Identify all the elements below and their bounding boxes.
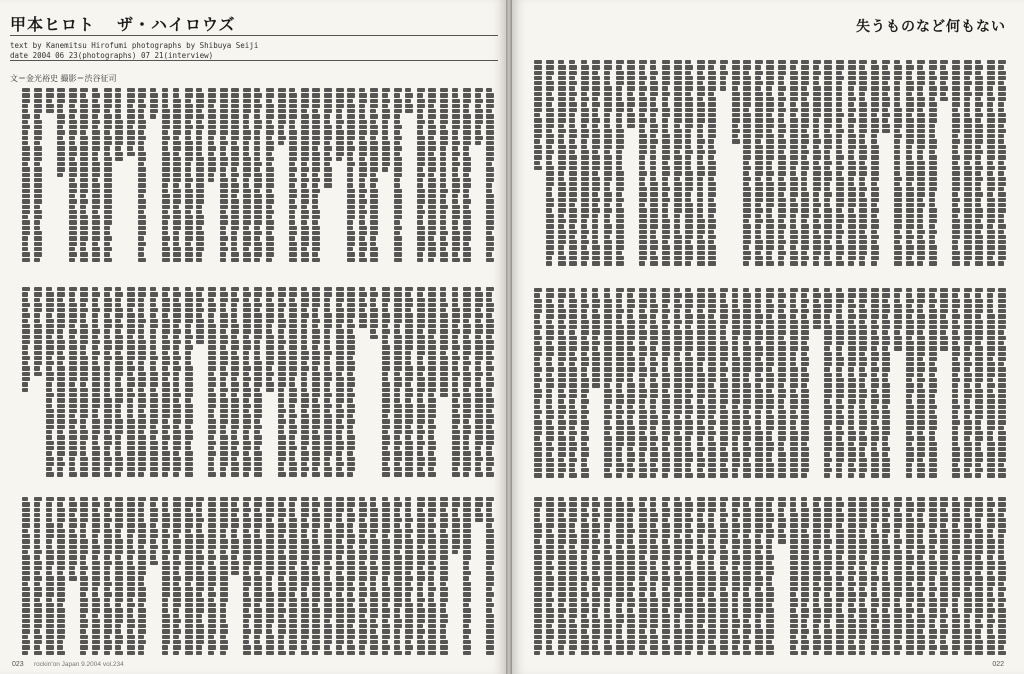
text-column	[894, 497, 902, 656]
text-column	[69, 88, 77, 263]
text-column	[801, 60, 809, 267]
text-column	[569, 60, 577, 267]
text-column	[80, 88, 88, 263]
text-column	[220, 88, 228, 263]
text-column	[69, 287, 77, 478]
text-column	[790, 288, 798, 479]
text-column	[301, 287, 309, 478]
right-page	[512, 0, 1024, 674]
text-column	[987, 288, 995, 479]
text-column	[790, 497, 798, 656]
text-column	[336, 497, 344, 656]
text-column	[22, 287, 30, 393]
text-column	[208, 88, 216, 183]
text-column	[952, 60, 960, 267]
text-column	[975, 288, 983, 479]
text-column	[162, 88, 170, 263]
text-column	[196, 287, 204, 345]
text-column	[871, 288, 879, 479]
text-column	[46, 287, 54, 478]
text-column	[708, 497, 716, 656]
text-column	[428, 497, 436, 656]
text-column	[231, 88, 239, 263]
text-column	[138, 497, 146, 656]
text-column	[824, 60, 832, 267]
text-column	[755, 497, 763, 656]
text-column	[906, 60, 914, 267]
text-column	[998, 60, 1006, 267]
article-headline: 失うものなど何もない	[856, 19, 1006, 35]
text-column	[405, 88, 413, 114]
text-column	[813, 288, 821, 330]
text-column	[486, 287, 494, 478]
text-column	[592, 497, 600, 656]
text-column	[92, 497, 100, 656]
text-column	[558, 497, 566, 656]
text-column	[301, 88, 309, 263]
text-column	[463, 88, 471, 263]
band-name: ザ・ハイロウズ	[117, 15, 236, 34]
text-column	[208, 497, 216, 656]
text-column	[428, 88, 436, 263]
text-column	[162, 287, 170, 478]
text-column	[650, 60, 658, 267]
text-column	[894, 288, 902, 352]
text-column	[685, 60, 693, 267]
text-column	[766, 60, 774, 267]
text-column	[359, 88, 367, 263]
text-column	[592, 288, 600, 389]
text-column	[254, 88, 262, 263]
text-column	[57, 497, 65, 656]
text-column	[952, 288, 960, 479]
text-column	[150, 497, 158, 566]
text-column	[231, 287, 239, 478]
text-column	[801, 497, 809, 656]
text-column	[324, 88, 332, 189]
text-column	[534, 288, 542, 479]
text-column	[627, 497, 635, 656]
text-column	[917, 60, 925, 267]
text-column	[581, 60, 589, 267]
text-column	[115, 287, 123, 478]
text-column	[278, 497, 286, 656]
text-column	[987, 60, 995, 267]
text-column	[720, 497, 728, 656]
text-column	[22, 497, 30, 656]
text-column	[34, 287, 42, 377]
text-column	[882, 497, 890, 656]
text-column	[929, 60, 937, 267]
text-column	[987, 497, 995, 656]
text-column	[813, 497, 821, 656]
text-column	[581, 288, 589, 479]
text-column	[370, 88, 378, 263]
text-column	[790, 60, 798, 267]
text-column	[824, 288, 832, 479]
text-column	[882, 288, 890, 479]
credit-line-1: text by Kanemitsu Hirofumi photographs by Shibuya Seiji	[10, 41, 259, 50]
text-column	[405, 287, 413, 478]
text-column	[720, 288, 728, 479]
text-column	[627, 288, 635, 479]
text-column	[766, 497, 774, 656]
text-column	[894, 60, 902, 267]
text-column	[604, 497, 612, 656]
page-number-right: 022	[992, 661, 1004, 668]
text-column	[929, 288, 937, 479]
text-column	[627, 60, 635, 129]
text-column	[34, 88, 42, 263]
text-column	[778, 60, 786, 267]
text-column	[278, 287, 286, 478]
text-column	[243, 287, 251, 478]
text-column	[604, 288, 612, 479]
text-column	[743, 60, 751, 267]
text-column	[394, 287, 402, 478]
text-column	[801, 288, 809, 479]
text-column	[685, 288, 693, 479]
text-column	[57, 287, 65, 478]
text-column	[208, 287, 216, 478]
text-column	[732, 288, 740, 479]
text-column	[940, 60, 948, 102]
text-column	[964, 288, 972, 479]
text-column	[766, 288, 774, 479]
text-column	[732, 60, 740, 145]
text-column	[57, 88, 65, 178]
text-column	[755, 60, 763, 267]
text-column	[417, 88, 425, 263]
text-column	[882, 60, 890, 134]
text-column	[650, 288, 658, 479]
text-column	[708, 288, 716, 479]
text-column	[266, 287, 274, 393]
text-column	[697, 60, 705, 267]
text-column	[173, 287, 181, 478]
text-column	[278, 88, 286, 146]
artist-name: 甲本ヒロト	[10, 15, 96, 34]
text-column	[138, 88, 146, 263]
text-column	[347, 287, 355, 478]
text-column	[569, 288, 577, 479]
text-column	[452, 497, 460, 555]
text-column	[80, 287, 88, 478]
text-column	[581, 497, 589, 656]
text-column	[486, 497, 494, 656]
text-column	[639, 288, 647, 479]
left-page	[0, 0, 506, 674]
text-column	[347, 88, 355, 263]
text-column	[46, 497, 54, 656]
text-column	[312, 287, 320, 478]
text-column	[127, 287, 135, 478]
text-column	[697, 288, 705, 479]
text-column	[998, 288, 1006, 479]
text-column	[185, 287, 193, 478]
text-column	[22, 88, 30, 263]
text-column	[940, 497, 948, 656]
credit-line-2: date 2004 06 23(photographs) 07 21(interview)	[10, 51, 214, 60]
text-column	[405, 497, 413, 656]
text-column	[848, 497, 856, 656]
text-column	[463, 497, 471, 656]
text-column	[639, 60, 647, 267]
text-column	[417, 287, 425, 478]
text-column	[836, 288, 844, 479]
text-column	[80, 497, 88, 656]
text-column	[848, 60, 856, 267]
text-column	[382, 88, 390, 173]
text-column	[266, 497, 274, 656]
text-column	[254, 497, 262, 656]
text-column	[662, 497, 670, 656]
text-column	[662, 60, 670, 267]
text-column	[616, 497, 624, 656]
text-column	[382, 497, 390, 656]
text-column	[906, 288, 914, 479]
text-column	[370, 287, 378, 340]
text-column	[115, 497, 123, 656]
text-column	[104, 88, 112, 263]
text-column	[964, 497, 972, 656]
text-column	[138, 287, 146, 478]
text-column	[743, 288, 751, 479]
text-column	[616, 288, 624, 479]
text-column	[964, 60, 972, 267]
text-column	[486, 88, 494, 263]
text-column	[616, 60, 624, 267]
text-column	[289, 497, 297, 656]
text-column	[546, 60, 554, 267]
text-column	[336, 287, 344, 478]
text-column	[324, 497, 332, 656]
text-column	[871, 497, 879, 656]
text-column	[289, 287, 297, 478]
text-column	[394, 497, 402, 656]
text-column	[592, 60, 600, 267]
text-column	[975, 60, 983, 267]
text-column	[940, 288, 948, 352]
text-column	[475, 497, 483, 523]
text-column	[662, 288, 670, 479]
text-column	[440, 497, 448, 656]
text-column	[558, 60, 566, 267]
text-column	[220, 287, 228, 478]
text-column	[382, 287, 390, 478]
text-column	[428, 287, 436, 478]
text-column	[848, 288, 856, 479]
text-column	[104, 497, 112, 656]
staff-credit: 文＝金光裕史 撮影＝渋谷征司	[10, 74, 117, 83]
text-column	[975, 497, 983, 656]
magazine-name: rockin'on Japan 9.2004 vol.234	[34, 661, 124, 668]
text-column	[674, 60, 682, 267]
text-column	[998, 497, 1006, 656]
text-column	[150, 287, 158, 478]
text-column	[312, 88, 320, 263]
text-column	[92, 88, 100, 263]
text-column	[289, 88, 297, 263]
text-column	[836, 497, 844, 656]
text-column	[708, 60, 716, 267]
text-column	[463, 287, 471, 478]
text-column	[871, 60, 879, 267]
text-column	[440, 88, 448, 263]
text-column	[558, 288, 566, 479]
text-column	[452, 287, 460, 478]
text-column	[231, 497, 239, 576]
article-title	[10, 12, 258, 35]
text-column	[534, 497, 542, 656]
text-column	[312, 497, 320, 656]
text-column	[440, 287, 448, 398]
text-column	[674, 497, 682, 656]
text-column	[127, 497, 135, 656]
text-column	[720, 60, 728, 92]
text-column	[69, 497, 77, 582]
text-column	[546, 497, 554, 656]
text-column	[46, 88, 54, 114]
text-column	[743, 497, 751, 656]
text-column	[185, 497, 193, 656]
text-column	[732, 497, 740, 656]
text-column	[196, 497, 204, 656]
text-column	[324, 287, 332, 478]
text-column	[336, 88, 344, 162]
text-column	[650, 497, 658, 656]
text-column	[778, 497, 786, 545]
text-column	[639, 497, 647, 656]
text-column	[370, 497, 378, 656]
text-column	[952, 497, 960, 656]
text-column	[475, 287, 483, 478]
header-rule-bottom	[10, 60, 498, 61]
page-number-left: 023	[12, 661, 24, 668]
text-column	[906, 497, 914, 656]
text-column	[301, 497, 309, 656]
text-column	[92, 287, 100, 478]
text-column	[697, 497, 705, 656]
text-column	[674, 288, 682, 479]
text-column	[824, 497, 832, 656]
text-column	[917, 497, 925, 656]
text-column	[452, 88, 460, 263]
text-column	[254, 287, 262, 478]
text-column	[813, 60, 821, 267]
text-column	[778, 288, 786, 479]
text-column	[359, 497, 367, 656]
text-column	[347, 497, 355, 656]
text-column	[185, 88, 193, 263]
text-column	[127, 88, 135, 157]
text-column	[417, 497, 425, 656]
text-column	[104, 287, 112, 478]
text-column	[243, 88, 251, 263]
text-column	[859, 60, 867, 267]
text-column	[929, 497, 937, 656]
text-column	[220, 497, 228, 656]
text-column	[150, 88, 158, 120]
text-column	[755, 288, 763, 479]
text-column	[604, 60, 612, 267]
text-column	[917, 288, 925, 479]
text-column	[546, 288, 554, 479]
text-column	[859, 288, 867, 479]
text-column	[836, 60, 844, 267]
text-column	[359, 287, 367, 329]
text-column	[569, 497, 577, 656]
text-column	[162, 497, 170, 656]
text-column	[859, 497, 867, 656]
text-column	[394, 88, 402, 263]
article-header	[10, 12, 258, 84]
text-column	[685, 497, 693, 656]
text-column	[115, 88, 123, 162]
header-rule-top	[10, 35, 498, 36]
text-column	[173, 497, 181, 656]
text-column	[243, 497, 251, 656]
text-column	[173, 88, 181, 263]
text-column	[196, 88, 204, 263]
text-column	[475, 88, 483, 146]
text-column	[266, 88, 274, 263]
text-column	[34, 497, 42, 656]
text-column	[534, 60, 542, 171]
